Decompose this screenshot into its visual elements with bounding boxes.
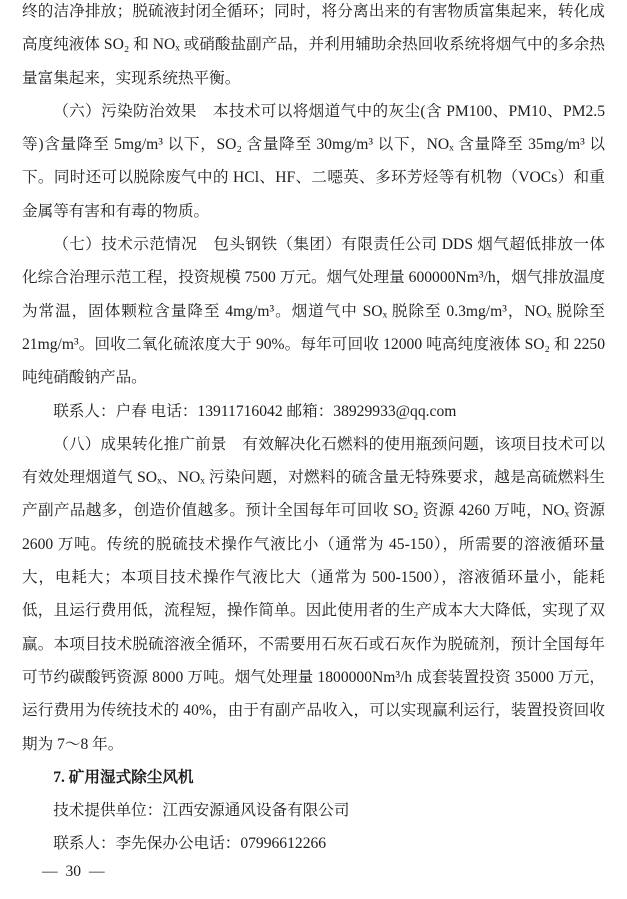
page-number: — 30 —: [42, 863, 105, 880]
section-heading-mine-wet-dedusting-fan: 7. 矿用湿式除尘风机: [53, 768, 194, 786]
paragraph-section-8-promotion-prospect: （八）成果转化推广前景 有效解决化石燃料的使用瓶颈问题，该项目技术可以有效处理烟道气 SOₓ、NOₓ 污染问题，对燃料的硫含量无特殊要求，越是高硫燃料生产副产品越多，创造价值越多。预计全国每年可回收 SO₂ 资源 4260 万吨，NOₓ 资源 2600 万吨。传统的脱硫技术操作气液比小（通常为 45-150），所需要的溶液循环量大，电耗大；本项目技术操作气液比大（通常为 500-1500），溶液循环量小，能耗低，且运行费用低，流程短，操作简单。因此使用者的生产成本大大降低，实现了双赢。本项目技术脱硫溶液全循环，不需要用石灰石或石灰作为脱硫剂，预计全国每年可节约碳酸钙资源 8000 万吨。烟气处理量 1800000Nm³/h 成套装置投资 35000 万元，运行费用为传统技术的 40%，由于有副产品收入，可以实现赢利运行，装置投资回收期为 7～8 年。: [22, 435, 605, 753]
paragraph-section-7-demonstration: （七）技术示范情况 包头钢铁（集团）有限责任公司 DDS 烟气超低排放一体化综合治理示范工程，投资规模 7500 万元。烟气处理量 600000Nm³/h，烟气排放温度为常温，固体颗粒含量降至 4mg/m³。烟道气中 SOₓ 脱除至 0.3mg/m³，NOₓ 脱除至 21mg/m³。回收二氧化硫浓度大于 90%。每年可回收 12000 吨高纯度液体 SO₂ 和 2250 吨纯硝酸钠产品。: [22, 236, 605, 387]
paragraph-section-6-pollution-control-effect: （六）污染防治效果 本技术可以将烟道气中的灰尘(含 PM100、PM10、PM2.5 等)含量降至 5mg/m³ 以下，SO₂ 含量降至 30mg/m³ 以下，NOₓ 含量降至 35mg/m³ 以下。同时还可以脱除废气中的 HCl、HF、二噁英、多环芳烃等有机物（VOCs）和重金属等有害和有毒的物质。: [22, 102, 605, 220]
paragraph-continuation: 终的洁净排放；脱硫液封闭全循环；同时，将分离出来的有害物质富集起来，转化成高度纯液体 SO₂ 和 NOₓ 或硝酸盐副产品，并利用辅助余热回收系统将烟气中的多余热量富集起来，实现系统热平衡。: [22, 3, 605, 87]
provider-line: 技术提供单位：江西安源通风设备有限公司: [53, 802, 350, 820]
contact-line-dds: 联系人：户春 电话：13911716042 邮箱：38929933@qq.com: [53, 402, 457, 420]
contact-line-fan: 联系人：李先保办公电话：07996612266: [53, 835, 327, 853]
